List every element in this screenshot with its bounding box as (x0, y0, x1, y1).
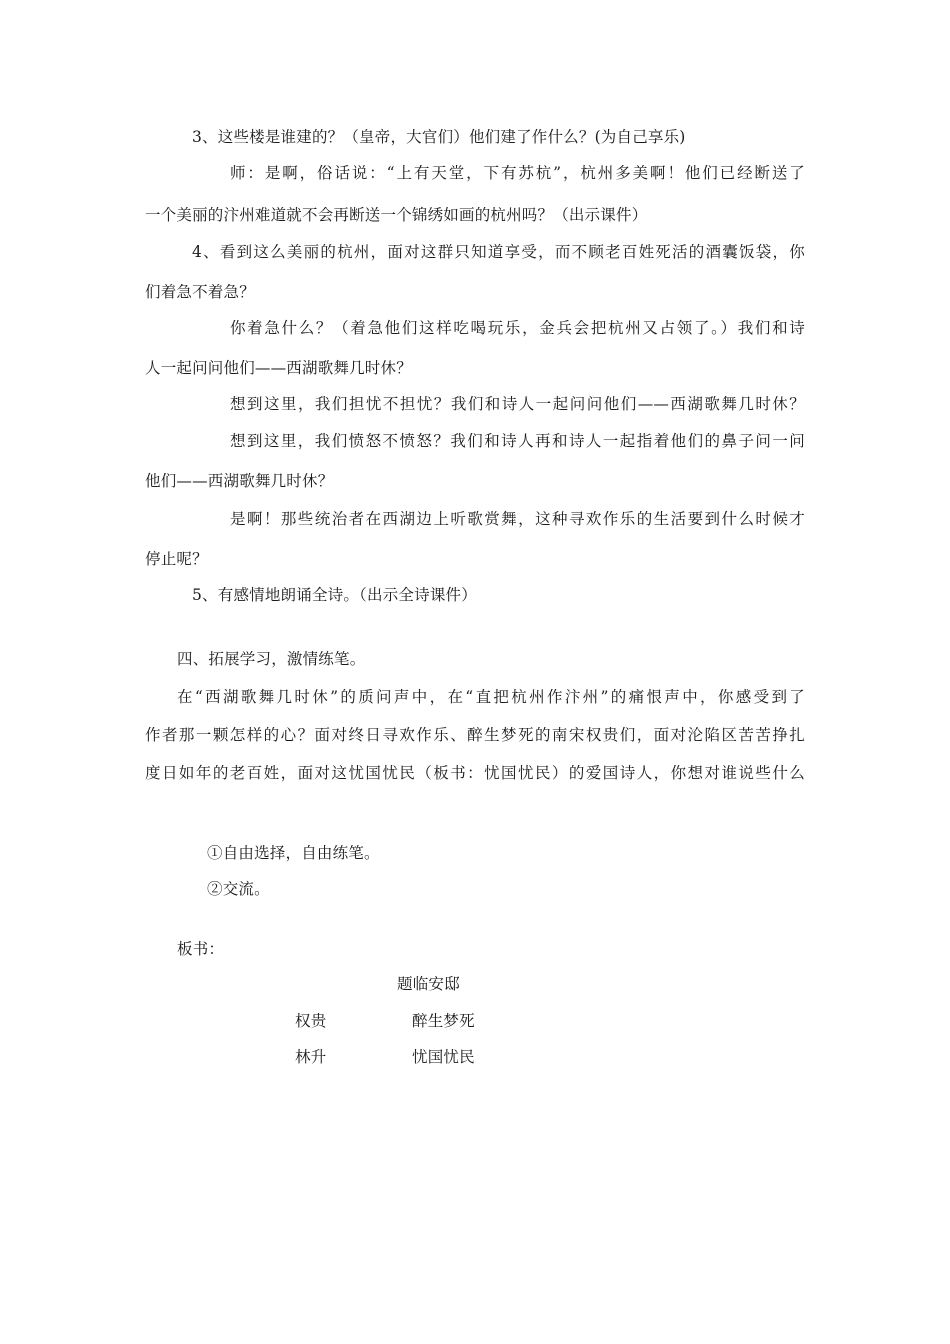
paragraph-line-13: 5、有感情地朗诵全诗。（出示全诗课件） (192, 586, 477, 604)
paragraph-line-4: 4、看到这么美丽的杭州，面对这群只知道享受，而不顾老百姓死活的酒囊饭袋，你 (192, 243, 805, 261)
paragraph-line-5: 们着急不着急？ (145, 283, 255, 301)
list-item-1: ①自由选择，自由练笔。 (207, 844, 380, 862)
paragraph-line-11: 是啊！那些统治者在西湖边上听歌赏舞，这种寻欢作乐的生活要到什么时候才 (230, 510, 805, 528)
paragraph-line-3: 一个美丽的汴州难道就不会再断送一个锦绣如画的杭州吗？（出示课件） (145, 206, 648, 224)
board-label: 板书： (177, 940, 225, 958)
section-heading: 四、拓展学习，激情练笔。 (177, 650, 366, 668)
paragraph-line-10: 他们——西湖歌舞几时休？ (145, 472, 334, 490)
paragraph-line-8: 想到这里，我们担忧不担忧？我们和诗人一起问问他们——西湖歌舞几时休？ (230, 395, 805, 413)
paragraph-line-9: 想到这里，我们愤怒不愤怒？我们和诗人再和诗人一起指着他们的鼻子问一问 (230, 432, 805, 450)
paragraph-line-1: 3、这些楼是谁建的？（皇帝，大官们）他们建了作什么？(为自己享乐) (192, 128, 686, 146)
board-row1-left: 权贵 (295, 1012, 327, 1030)
paragraph-line-16: 作者那一颗怎样的心？面对终日寻欢作乐、醉生梦死的南宋权贵们，面对沦陷区苦苦挣扎 (145, 726, 805, 744)
paragraph-line-2: 师：是啊，俗话说：“上有天堂，下有苏杭”，杭州多美啊！他们已经断送了 (230, 164, 805, 182)
board-row2-right: 忧国忧民 (412, 1048, 475, 1066)
board-title: 题临安邸 (397, 975, 460, 993)
list-item-2: ②交流。 (207, 880, 270, 898)
paragraph-line-7: 人一起问问他们——西湖歌舞几时休？ (145, 359, 412, 377)
paragraph-line-17: 度日如年的老百姓，面对这忧国忧民（板书：忧国忧民）的爱国诗人，你想对谁说些什么 (145, 764, 805, 782)
board-row2-left: 林升 (295, 1048, 327, 1066)
paragraph-line-6: 你着急什么？（着急他们这样吃喝玩乐，金兵会把杭州又占领了。）我们和诗 (230, 319, 805, 337)
paragraph-line-15: 在“西湖歌舞几时休”的质问声中，在“直把杭州作汴州”的痛恨声中，你感受到了 (177, 688, 805, 706)
board-row1-right: 醉生梦死 (412, 1012, 475, 1030)
paragraph-line-12: 停止呢？ (145, 550, 208, 568)
